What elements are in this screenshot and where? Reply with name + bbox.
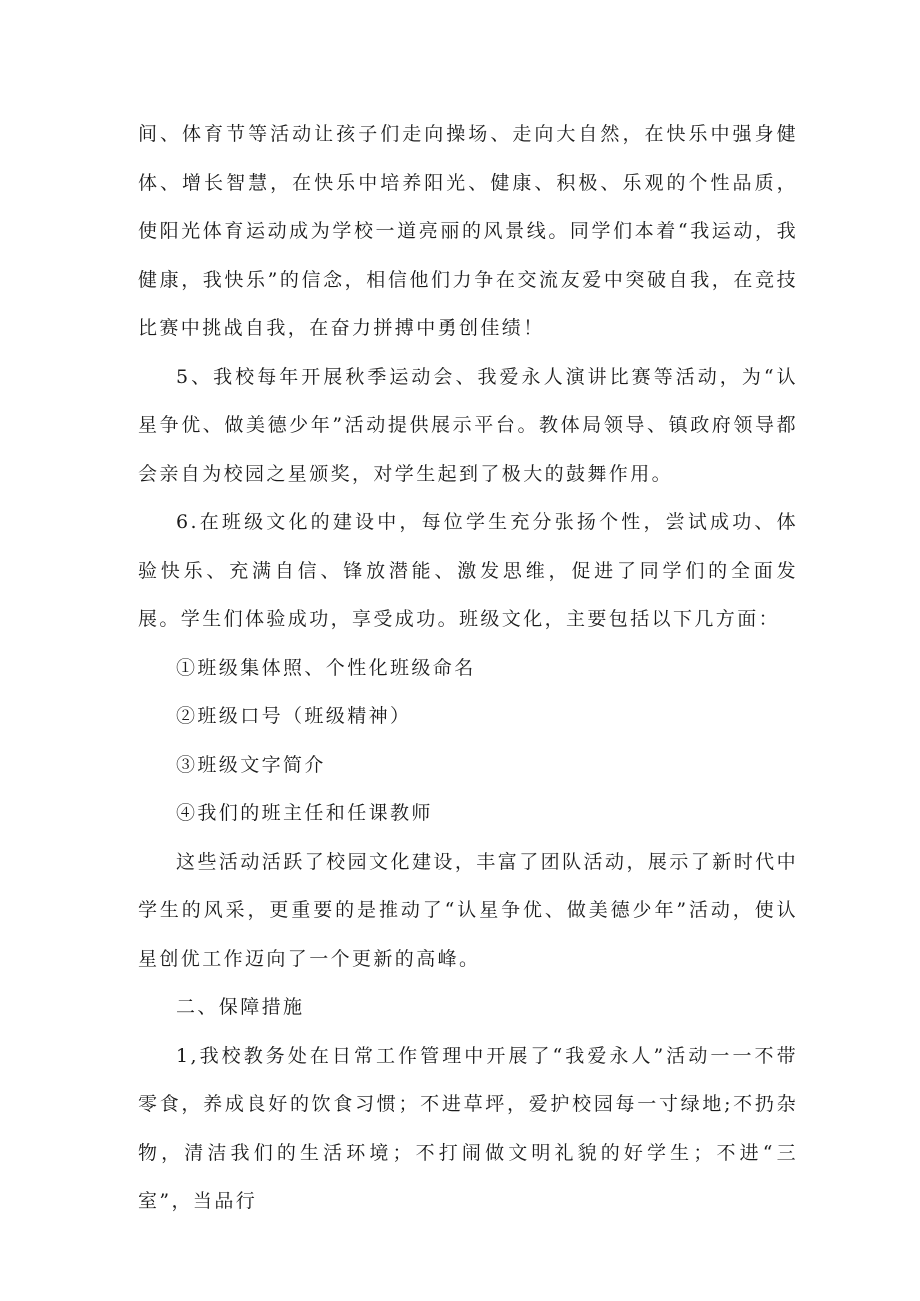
paragraph-summary: 这些活动活跃了校园文化建设，丰富了团队活动，展示了新时代中学生的风采，更重要的是推动了“认星争优、做美德少年”活动，使认星创优工作迈向了一个更新的高峰。 — [138, 850, 798, 970]
section-heading-measures: 二、保障措施 — [176, 996, 305, 1018]
paragraph-item-6: 6.在班级文化的建设中，每位学生充分张扬个性，尝试成功、体验快乐、充满自信、锋放潜能、激发思维，促进了同学们的全面发展。学生们体验成功，享受成功。班级文化，主要包括以下几方面： — [138, 511, 798, 630]
document-body — [138, 110, 798, 1226]
list-item-3: ③班级文字简介 — [176, 753, 326, 776]
paragraph-continuation: 间、体育节等活动让孩子们走向操场、走向大自然，在快乐中强身健体、增长智慧，在快乐中培养阳光、健康、积极、乐观的个性品质，使阳光体育运动成为学校一道亮丽的风景线。同学们本着“我运动，我健康，我快乐”的信念，相信他们力争在交流友爱中突破自我，在竞技比赛中挑战自我，在奋力拼搏中勇创佳绩！ — [138, 123, 798, 339]
list-item-1: ①班级集体照、个性化班级命名 — [176, 656, 476, 679]
list-item-2: ②班级口号（班级精神） — [176, 705, 412, 727]
paragraph-measure-1: 1,我校教务处在日常工作管理中开展了“我爱永人”活动一一不带零食，养成良好的饮食习惯；不进草坪，爱护校园每一寸绿地;不扔杂物，清洁我们的生活环境；不打闹做文明礼貌的好学生；不进“三室”，当品行 — [138, 1044, 798, 1212]
paragraph-item-5: 5、我校每年开展秋季运动会、我爱永人演讲比赛等活动，为“认星争优、做美德少年”活动提供展示平台。教体局领导、镇政府领导都会亲自为校园之星颁奖，对学生起到了极大的鼓舞作用。 — [138, 365, 798, 485]
list-item-4: ④我们的班主任和任课教师 — [176, 802, 433, 824]
